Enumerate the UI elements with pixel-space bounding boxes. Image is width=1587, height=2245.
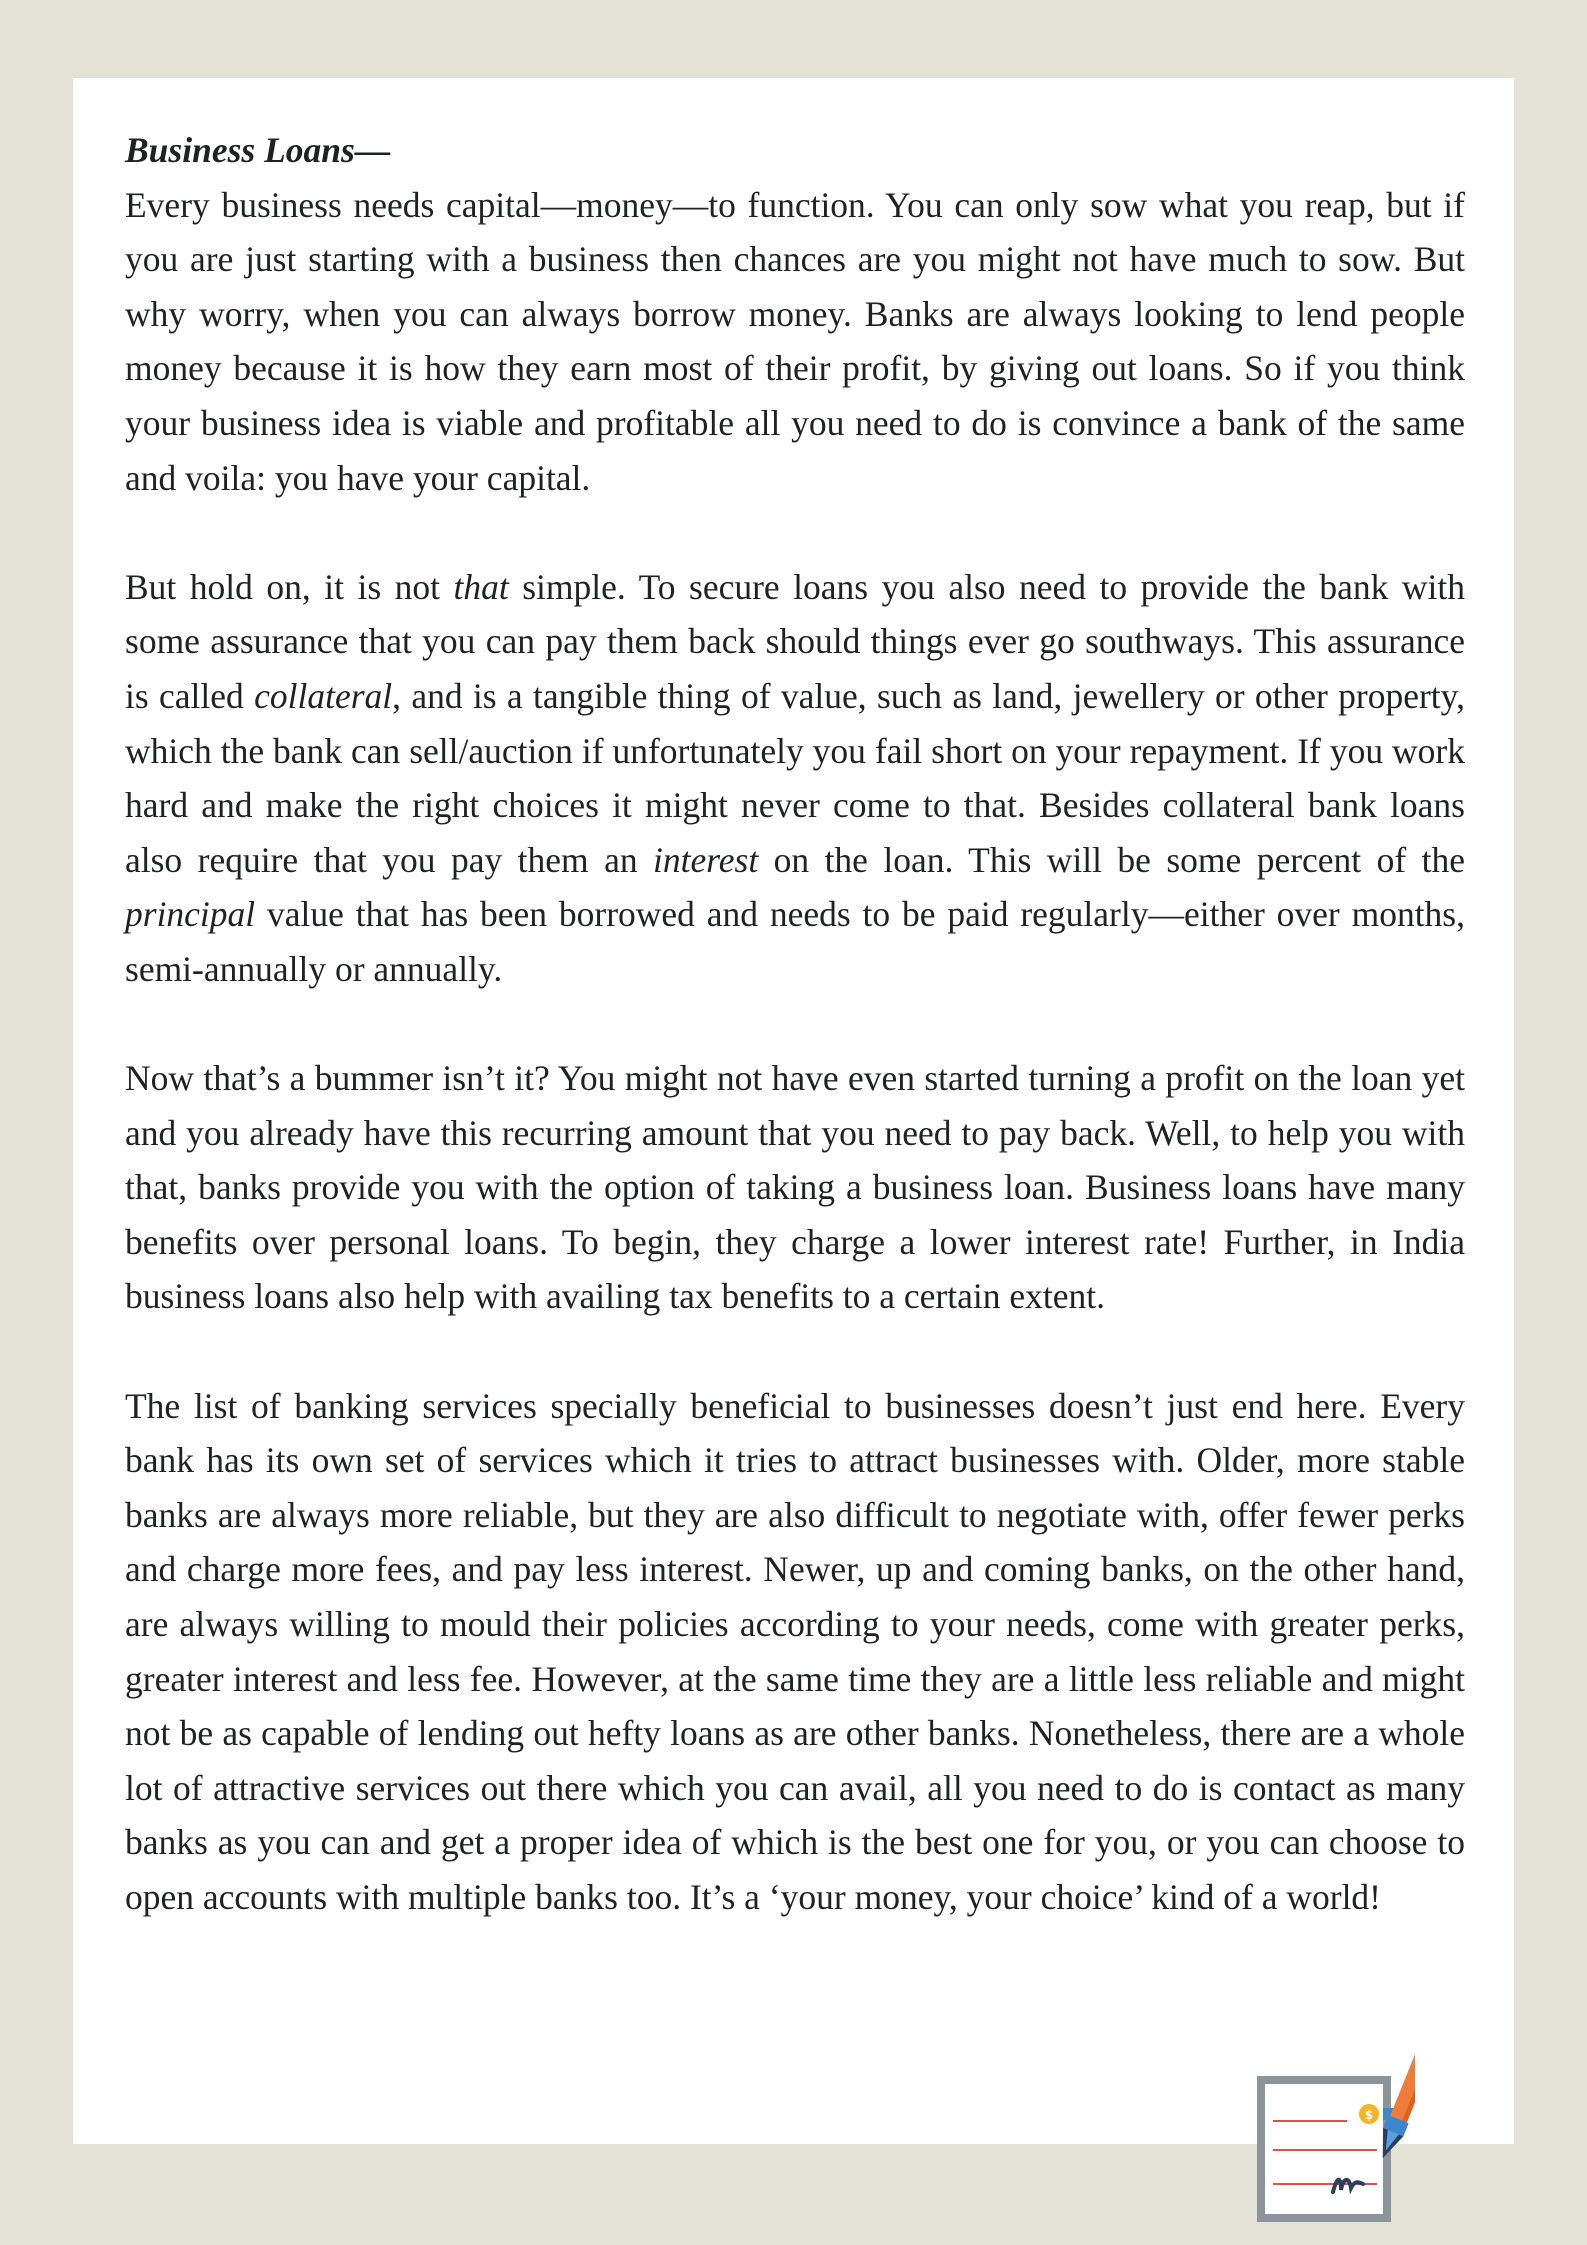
document-body [125,123,1465,1925]
cheque-with-pen-icon [1255,2008,1415,2222]
paragraph-business-loans: Now that’s a bummer isn’t it? You might not have even started turning a profit on the loan yet and you already have this recurring amount that you need to pay back. Well, to help you with that, banks provide you with the option of taking a business loan. Business loans have many benefits over personal loans. To begin, they charge a lower interest rate! Further, in India business loans also help with availing tax benefits to a certain extent. [125,1058,1465,1317]
text-run: value that has been borrowed and needs to be paid regularly—either over months, semi-annually or annually. [125,894,1465,989]
text-run: , and is a tangible thing of value, such as land, jewellery or other property, which the bank can sell/auction if unfortunately you fail short on your repayment. If you work hard and make the right choices it might never come to that. Besides collateral bank loans also require that you pay them an [125,675,1465,880]
paragraph-capital: Every business needs capital—money—to function. You can only sow what you reap, but if you are just starting with a business then chances are you might not have much to sow. But why worry, when you can always borrow money. Banks are always looking to lend people money because it is how they earn most of their profit, by giving out loans. So if you think your business idea is viable and profitable all you need to do is convince a bank of the same and voila: you have your capital. [125,184,1465,498]
section-heading: Business Loans— [125,130,391,170]
text-run: But hold on, it is not [125,566,454,607]
emphasis-that: that [453,566,509,607]
document-page [73,78,1514,2144]
coin-symbol: $ [1364,2108,1374,2122]
paragraph-collateral [125,560,1465,997]
emphasis-collateral: collateral [254,675,393,716]
text-run: on the loan. This will be some percent of the [758,839,1465,880]
emphasis-interest: interest [653,839,759,880]
text-run: simple. To secure loans you also need to provide the bank with some assurance that you can pay them back should things ever go southways. This assurance is called [125,566,1466,716]
emphasis-principal: principal [125,894,256,935]
paragraph-banking-services: The list of banking services specially beneficial to businesses doesn’t just end here. Every bank has its own set of services which it tries to attract businesses with. Older, more stable banks are always more reliable, but they are also difficult to negotiate with, offer fewer perks and charge more fees, and pay less interest. Newer, up and coming banks, on the other hand, are always willing to mould their policies according to your needs, come with greater perks, greater interest and less fee. However, at the same time they are a little less reliable and might not be as capable of lending out hefty loans as are other banks. Nonetheless, there are a whole lot of attractive services out there which you can avail, all you need to do is contact as many banks as you can and get a proper idea of which is the best one for you, or you can choose to open accounts with multiple banks too. It’s a ‘your money, your choice’ kind of a world! [125,1385,1465,1917]
